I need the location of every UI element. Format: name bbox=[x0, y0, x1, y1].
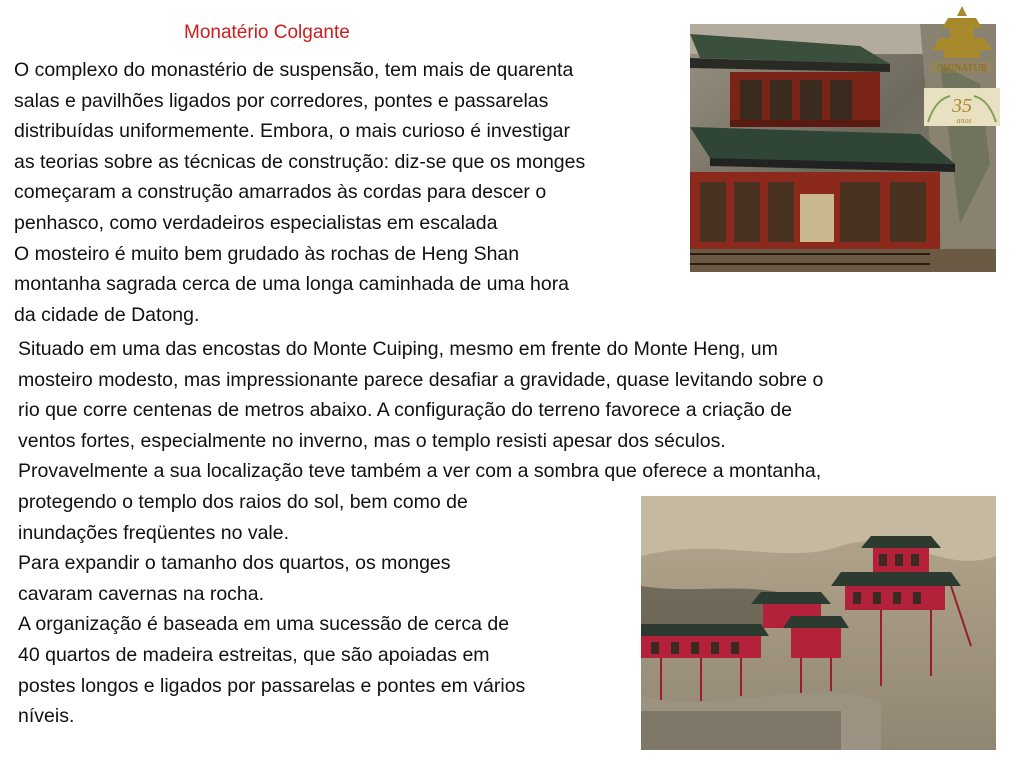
text-line: postes longos e ligados por passarelas e pontes em vários bbox=[18, 674, 526, 697]
text-line: A organização é baseada em uma sucessão de cerca de bbox=[18, 613, 510, 636]
logo-brand-text: CHINATUR bbox=[936, 63, 988, 74]
chinatur-logo bbox=[924, 4, 1000, 126]
text-line: distribuídas uniformemente. Embora, o mais curioso é investigar bbox=[14, 120, 570, 143]
text-line: rio que corre centenas de metros abaixo. A configuração do terreno favorece a criação de bbox=[18, 399, 792, 422]
monastery-cliff-photo bbox=[641, 496, 996, 750]
text-line: da cidade de Datong. bbox=[14, 303, 200, 326]
text-line: níveis. bbox=[18, 705, 75, 728]
logo-anniversary-number: 35 bbox=[952, 95, 972, 117]
location-paragraph bbox=[18, 334, 823, 487]
text-line: montanha sagrada cerca de uma longa caminhada de uma hora bbox=[14, 273, 570, 296]
text-line: Situado em uma das encostas do Monte Cuiping, mesmo em frente do Monte Heng, um bbox=[18, 338, 778, 360]
text-line: começaram a construção amarrados às cordas para descer o bbox=[14, 181, 547, 204]
text-line: penhasco, como verdadeiros especialistas em escalada bbox=[14, 211, 498, 234]
text-line: O mosteiro é muito bem grudado às rochas de Heng Shan bbox=[14, 242, 520, 265]
intro-paragraph bbox=[14, 55, 585, 330]
text-line: as teorias sobre as técnicas de construção: diz-se que os monges bbox=[14, 150, 586, 173]
structure-paragraph bbox=[18, 487, 525, 732]
text-line: ventos fortes, especialmente no inverno, mas o templo resisti apesar dos séculos. bbox=[18, 429, 726, 452]
text-line: salas e pavilhões ligados por corredores, pontes e passarelas bbox=[14, 89, 549, 112]
logo-anos-text: anos bbox=[956, 116, 972, 125]
text-line: inundações freqüentes no vale. bbox=[18, 521, 290, 544]
text-line: O complexo do monastério de suspensão, tem mais de quarenta bbox=[14, 59, 574, 81]
text-line: Provavelmente a sua localização teve também a ver com a sombra que oferece a montanha, bbox=[18, 460, 822, 483]
text-line: Para expandir o tamanho dos quartos, os monges bbox=[18, 552, 451, 575]
page-title: Monatério Colgante bbox=[184, 22, 350, 43]
text-line: mosteiro modesto, mas impressionante parece desafiar a gravidade, quase levitando sobre o bbox=[18, 368, 824, 391]
text-line: protegendo o templo dos raios do sol, bem como de bbox=[18, 491, 468, 513]
text-line: 40 quartos de madeira estreitas, que são apoiadas em bbox=[18, 643, 490, 666]
text-line: cavaram cavernas na rocha. bbox=[18, 582, 265, 605]
